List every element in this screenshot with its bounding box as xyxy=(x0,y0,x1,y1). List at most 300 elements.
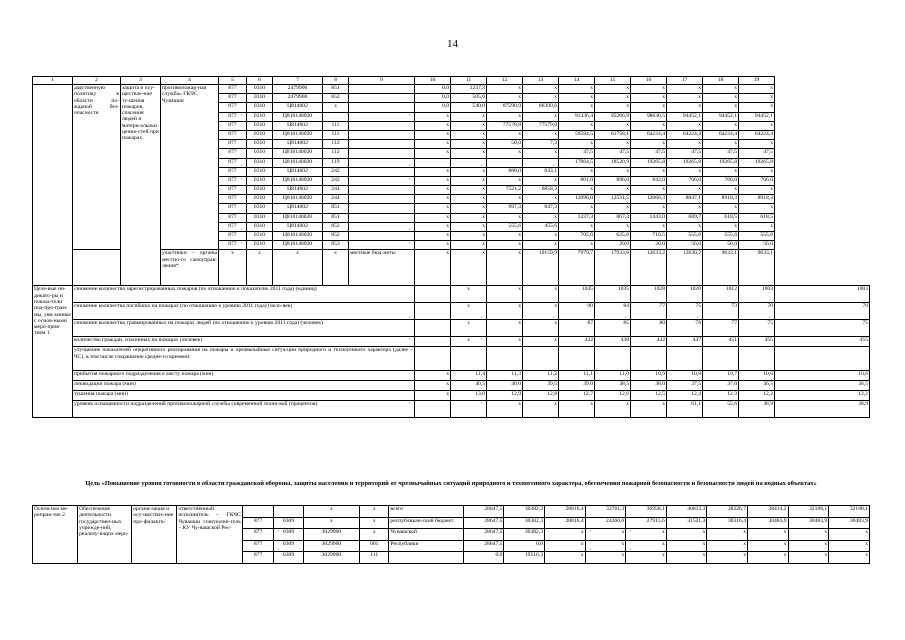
indicator-row xyxy=(33,371,870,381)
table-cell xyxy=(451,347,487,371)
table-cell: 77579,0 xyxy=(523,121,559,130)
table-cell: 77 xyxy=(703,320,739,337)
table-cell: x xyxy=(559,121,595,130)
table-cell xyxy=(559,347,595,371)
table-cell: 877 xyxy=(242,540,274,552)
table-cell: Ц810140020 xyxy=(273,213,323,222)
table-cell: 877 xyxy=(219,213,247,222)
table-cell: 0,0 xyxy=(415,103,451,112)
column-number: 6 xyxy=(247,77,273,85)
table-cell: x xyxy=(631,85,667,94)
table-cell: 30316,4 xyxy=(707,517,748,529)
table-cell: 59584,5 xyxy=(559,130,595,139)
table-cell: x xyxy=(829,552,870,564)
table-cell: 877 xyxy=(219,176,247,185)
table-cell xyxy=(487,158,523,167)
table-cell: x xyxy=(739,94,775,103)
table-cell: 0,0 xyxy=(415,85,451,94)
table-cell: x xyxy=(415,167,451,176)
cell-col2: Обеспечение деятельности государствен-ных учрежде-ний, реализу-ющих меро- xyxy=(78,506,132,564)
table-cell: Ц814002 xyxy=(273,121,323,130)
table-cell: 0310 xyxy=(247,195,273,204)
table-cell: x xyxy=(303,506,359,518)
table-cell: 1020 xyxy=(667,286,703,303)
table-cell: x xyxy=(415,250,451,286)
table-cell: 30483,9 xyxy=(748,517,789,529)
table-cell xyxy=(349,176,415,185)
table-cell: x xyxy=(739,186,775,195)
table-cell: x xyxy=(595,121,631,130)
table-cell: 244 xyxy=(323,186,349,195)
column-number: 19 xyxy=(739,77,775,85)
page-number: 14 xyxy=(447,38,458,50)
table-cell: 11,4 xyxy=(451,371,487,381)
table-cell: 851 xyxy=(323,85,349,94)
table-cell: x xyxy=(487,337,523,347)
table-cell: 0310 xyxy=(247,85,273,94)
table-cell: x xyxy=(631,121,667,130)
table-cell: 0310 xyxy=(247,176,273,185)
table-cell: 19265,8 xyxy=(667,158,703,167)
table-cell: x xyxy=(703,204,739,213)
table-cell: 111 xyxy=(360,552,389,564)
table-cell: x xyxy=(451,250,487,286)
table-cell: x xyxy=(360,529,389,541)
table-cell: x xyxy=(626,552,667,564)
table-cell: x xyxy=(703,167,739,176)
column-number: 10 xyxy=(415,77,451,85)
table-cell xyxy=(595,347,631,371)
table-cell: 47,5 xyxy=(703,149,739,158)
table-cell: x xyxy=(451,337,487,347)
table-cell: x xyxy=(703,85,739,94)
table-cell: x xyxy=(707,540,748,552)
table-cell: 877 xyxy=(219,167,247,176)
table-cell xyxy=(631,347,667,371)
table-cell: 11,0 xyxy=(595,371,631,381)
table-cell: x xyxy=(667,121,703,130)
table-cell: Ц810140020 xyxy=(273,158,323,167)
table-cell: 38,9 xyxy=(775,401,870,418)
table-cell: x xyxy=(451,140,487,149)
table-cell: 36,5 xyxy=(739,381,775,391)
table-cell: x xyxy=(487,286,523,303)
table-cell: x xyxy=(451,213,487,222)
table-cell: x xyxy=(523,149,559,158)
table-cell: 30382,3 xyxy=(504,517,545,529)
table-cell: Чувашской xyxy=(389,529,463,541)
table-cell: x xyxy=(595,167,631,176)
table-cell: 33761,3 xyxy=(585,506,626,518)
table-cell: 242 xyxy=(323,176,349,185)
table-cell: 643,1 xyxy=(523,167,559,176)
table-cell: 47,5 xyxy=(559,149,595,158)
column-number: 15 xyxy=(595,77,631,85)
table-cell: x xyxy=(703,121,739,130)
table-cell: x xyxy=(451,130,487,139)
table-cell: x xyxy=(666,552,707,564)
table-cell: 56,0 xyxy=(703,241,739,250)
table-cell: 86390,6 xyxy=(523,103,559,112)
participants-label: участники – органы местно-го самоуправ-ления* xyxy=(161,250,219,286)
table-cell xyxy=(451,401,487,418)
table-cell: 28647,5 xyxy=(463,540,504,552)
table-cell: 12,9 xyxy=(487,391,523,401)
table-cell: 64224,4 xyxy=(667,130,703,139)
table-cell: x xyxy=(631,204,667,213)
table-row xyxy=(33,506,870,518)
table-cell: 877 xyxy=(219,103,247,112)
table-cell: 40,5 xyxy=(451,381,487,391)
table-cell: x xyxy=(829,540,870,552)
table-cell: 84 xyxy=(595,303,631,320)
table-cell: 2479900 xyxy=(273,94,323,103)
table-cell: x xyxy=(748,552,789,564)
table-cell: 997,3 xyxy=(487,204,523,213)
table-cell: 12,8 xyxy=(523,391,559,401)
table-cell: 75 xyxy=(667,303,703,320)
table-cell: x xyxy=(667,204,703,213)
table-cell: 851 xyxy=(323,213,349,222)
table-cell: 689,7 xyxy=(667,213,703,222)
table-cell: 19265,8 xyxy=(739,158,775,167)
table-cell: x xyxy=(451,320,487,337)
table-cell: 877 xyxy=(219,130,247,139)
table-cell: 30483,9 xyxy=(829,517,870,529)
table-cell: 38,5 xyxy=(595,381,631,391)
table-cell: 852 xyxy=(323,222,349,231)
table-cell: Ц810140020 xyxy=(273,130,323,139)
table-cell: x xyxy=(487,94,523,103)
table-cell: 7979,7 xyxy=(559,250,595,286)
table-cell: 70 xyxy=(739,303,775,320)
table-cell: x xyxy=(739,140,775,149)
table-cell: x xyxy=(523,195,559,204)
table-cell: 30,0 xyxy=(631,241,667,250)
table-cell: x xyxy=(360,506,389,518)
table-cell: x xyxy=(559,85,595,94)
table-cell: 442 xyxy=(631,337,667,347)
table-cell: 455 xyxy=(775,337,870,347)
table-cell: x xyxy=(667,222,703,231)
table-cell: 30483,9 xyxy=(788,517,829,529)
table-cell: x xyxy=(415,213,451,222)
table-cell: x xyxy=(451,232,487,241)
table-cell: 8918,3 xyxy=(739,195,775,204)
table-cell: 432 xyxy=(559,337,595,347)
table-cell: x xyxy=(451,303,487,320)
table-cell: 242 xyxy=(323,167,349,176)
table-cell: x xyxy=(703,140,739,149)
table-cell: 705,6 xyxy=(559,232,595,241)
table-cell xyxy=(349,121,415,130)
column-number: 7 xyxy=(273,77,323,85)
table-cell: 11,2 xyxy=(523,371,559,381)
table-cell: 877 xyxy=(219,222,247,231)
table-cell: x xyxy=(545,552,586,564)
table-row xyxy=(33,85,870,94)
table-cell: x xyxy=(487,250,523,286)
table-cell: x xyxy=(523,241,559,250)
table-cell xyxy=(775,347,870,371)
table-cell: x xyxy=(739,222,775,231)
table-cell: 47,5 xyxy=(595,149,631,158)
table-cell: 0,0 xyxy=(463,552,504,564)
table-cell: Ц810140020 xyxy=(273,241,323,250)
table-cell: 19265,8 xyxy=(631,158,667,167)
table-cell: x xyxy=(739,167,775,176)
table-cell: x xyxy=(595,140,631,149)
table-cell: x xyxy=(523,303,559,320)
table-cell: 0,0 xyxy=(415,94,451,103)
table-cell: Ц814002 xyxy=(273,167,323,176)
indicator-row xyxy=(33,401,870,418)
table-cell: 3029900 xyxy=(303,552,359,564)
table-cell: 112 xyxy=(323,149,349,158)
table-cell: 877 xyxy=(242,552,274,564)
table-cell: 37,0 xyxy=(703,381,739,391)
table-cell: x xyxy=(415,130,451,139)
indicator-row xyxy=(33,337,870,347)
table-cell: 47,5 xyxy=(739,149,775,158)
column-number: 14 xyxy=(559,77,595,85)
table-cell: 12,6 xyxy=(595,391,631,401)
table-cell: 505,6 xyxy=(451,94,487,103)
indicator-row xyxy=(33,320,870,337)
table-cell: 0310 xyxy=(247,241,273,250)
table-cell: x xyxy=(545,540,586,552)
table-cell: 0310 xyxy=(247,204,273,213)
table-cell: 10,6 xyxy=(775,371,870,381)
table-cell: x xyxy=(788,529,829,541)
table-cell: 625,6 xyxy=(595,232,631,241)
table-cell xyxy=(349,241,415,250)
table-cell: 1443,0 xyxy=(631,213,667,222)
table-cell: 0310 xyxy=(247,130,273,139)
table-cell: 12,2 xyxy=(739,391,775,401)
table-cell: 1237,3 xyxy=(451,85,487,94)
table-cell: 17933,8 xyxy=(595,250,631,286)
table-cell: x xyxy=(739,204,775,213)
table-cell: 77578,8 xyxy=(487,121,523,130)
table-cell: 851 xyxy=(323,204,349,213)
table-cell: x xyxy=(219,250,247,286)
indicator-text: снижение количества зарегистрированных пожаров (по отношению к показателю 2011 года) (единиц) xyxy=(73,286,415,303)
table-cell: x xyxy=(415,232,451,241)
table-cell: x xyxy=(667,140,703,149)
table-cell: x xyxy=(487,303,523,320)
table-cell: x xyxy=(595,204,631,213)
table-cell: 38226,7 xyxy=(707,506,748,518)
indicator-text: ликвидации пожара (мин) xyxy=(73,381,415,391)
table-cell: 8918,3 xyxy=(703,195,739,204)
goal-heading: Цель «Повышение уровня готовности в области гражданской обороны, защиты населения и территорий от чрезвычайных ситуаций природного и техногенного характера, обеспечения пожарной безопасности и безопасности людей на водных объектах» xyxy=(85,480,817,487)
table-cell xyxy=(523,347,559,371)
table-cell: x xyxy=(631,103,667,112)
table-cell: Ц810140020 xyxy=(273,195,323,204)
column-number: 13 xyxy=(523,77,559,85)
table-cell: 87590,9 xyxy=(487,103,523,112)
table-cell: 0310 xyxy=(247,140,273,149)
table-cell: 94452,1 xyxy=(703,112,739,121)
table-cell xyxy=(667,347,703,371)
table-cell: x xyxy=(451,121,487,130)
indicator-text: снижение количества погибших на пожарах (по отношению к уровню 2011 года) (чело-век) xyxy=(73,303,415,320)
column-number: 16 xyxy=(631,77,667,85)
indicator-text: снижение количества травмированных на пожарах людей (по отношению к уровню 2011 года) (человек) xyxy=(73,320,415,337)
table-cell: x xyxy=(739,121,775,130)
table-cell: x xyxy=(559,167,595,176)
table-cell: 0309 xyxy=(274,552,303,564)
table-cell: x xyxy=(523,232,559,241)
table-cell: 36958,1 xyxy=(626,506,667,518)
table-cell: 94452,1 xyxy=(739,112,775,121)
table-cell: x xyxy=(415,149,451,158)
indicator-row xyxy=(33,347,870,371)
table-cell: x xyxy=(523,176,559,185)
table-cell xyxy=(349,232,415,241)
table-cell: 40,0 xyxy=(487,381,523,391)
table-cell: 12,3 xyxy=(703,391,739,401)
column-number: 4 xyxy=(161,77,219,85)
table-cell: 94452,1 xyxy=(667,112,703,121)
indicator-text: тушения пожара (мин) xyxy=(73,391,415,401)
indicator-row xyxy=(33,303,870,320)
table-cell xyxy=(349,204,415,213)
table-cell: 555,6 xyxy=(487,222,523,231)
table-cell: x xyxy=(247,250,273,286)
table-cell: Ц810140020 xyxy=(273,176,323,185)
table-cell: 119 xyxy=(323,158,349,167)
table-cell: 555,6 xyxy=(667,232,703,241)
table-cell: 847,3 xyxy=(523,204,559,213)
table-cell xyxy=(415,303,451,320)
table-cell: x xyxy=(415,241,451,250)
table-cell: 1237,3 xyxy=(559,213,595,222)
table-cell: 98630,5 xyxy=(631,112,667,121)
table-cell: x xyxy=(415,121,451,130)
table-cell: 111 xyxy=(323,130,349,139)
column-number: 2 xyxy=(73,77,121,85)
table-cell: x xyxy=(523,286,559,303)
table-cell: 0,0 xyxy=(504,540,545,552)
column-number: 17 xyxy=(667,77,703,85)
table-cell: 11096,0 xyxy=(559,195,595,204)
indicator-text: уровень оснащенности подразделений противопожарной службы современной техни-кой (процентов) xyxy=(73,401,415,418)
table-cell: x xyxy=(487,232,523,241)
table-cell: x xyxy=(667,94,703,103)
table-cell xyxy=(415,158,451,167)
table-cell: 27915,6 xyxy=(626,517,667,529)
table-cell xyxy=(349,149,415,158)
table-cell: x xyxy=(451,167,487,176)
table-cell: 56,0 xyxy=(667,241,703,250)
table-cell: x xyxy=(559,140,595,149)
table-cell: 70 xyxy=(775,303,870,320)
table-cell: 30382,3 xyxy=(504,506,545,518)
cell-col2: дарственную политику в области по-жарной без-опасности xyxy=(73,85,121,250)
table-cell xyxy=(415,320,451,337)
table-cell: Ц814002 xyxy=(273,140,323,149)
table-cell: x xyxy=(451,176,487,185)
table-cell: x xyxy=(523,130,559,139)
table-cell: x xyxy=(415,381,451,391)
table-cell: 0310 xyxy=(247,149,273,158)
table-cell: 766,0 xyxy=(739,176,775,185)
table-cell: 47,5 xyxy=(667,149,703,158)
table-cell: x xyxy=(415,140,451,149)
cell-col2-empty xyxy=(73,250,121,286)
table-cell: x xyxy=(703,222,739,231)
table-cell: 55,6 xyxy=(703,401,739,418)
table-cell: 28647,5 xyxy=(463,529,504,541)
table-cell: x xyxy=(585,552,626,564)
table-cell: 10,6 xyxy=(739,371,775,381)
table-cell xyxy=(487,347,523,371)
budget-table-bottom xyxy=(32,505,870,564)
table-cell: 877 xyxy=(219,232,247,241)
table-cell: x xyxy=(523,85,559,94)
table-cell: x xyxy=(707,529,748,541)
table-cell: 91336,4 xyxy=(559,112,595,121)
table-cell: 10159,9 xyxy=(523,250,559,286)
table-cell: x xyxy=(631,140,667,149)
table-cell: 64224,4 xyxy=(739,130,775,139)
table-cell: 75 xyxy=(775,320,870,337)
indicators-label: Целе-вые ин-дикато-ры и показа-тели под-про-грам-мы, увя-занные с основ-ными меро-прия-тием 1 xyxy=(33,286,73,418)
table-cell: x xyxy=(415,204,451,213)
table-cell: Ц810140020 xyxy=(273,112,323,121)
table-cell: x xyxy=(451,222,487,231)
table-cell: 11,1 xyxy=(559,371,595,381)
table-cell xyxy=(349,112,415,121)
table-cell: 438 xyxy=(595,337,631,347)
table-cell: 618,5 xyxy=(703,213,739,222)
table-cell: 540,0 xyxy=(451,103,487,112)
column-number: 18 xyxy=(703,77,739,85)
cell-col4: противопожар-ная служба» ГКЧС Чувашии xyxy=(161,85,219,250)
table-cell: 710,5 xyxy=(631,232,667,241)
table-cell: 87 xyxy=(559,320,595,337)
table-cell: x xyxy=(415,186,451,195)
table-cell: 896,0 xyxy=(595,176,631,185)
table-cell: 32188,1 xyxy=(788,506,829,518)
table-cell xyxy=(274,506,303,518)
table-cell xyxy=(739,347,775,371)
table-cell: Ц810140020 xyxy=(273,232,323,241)
table-cell: 877 xyxy=(219,204,247,213)
table-cell: 766,0 xyxy=(703,176,739,185)
table-cell: 73 xyxy=(703,303,739,320)
table-cell xyxy=(349,195,415,204)
table-cell: 95266,9 xyxy=(595,112,631,121)
table-cell: x xyxy=(487,85,523,94)
table-cell: x xyxy=(595,401,631,418)
table-cell: 766,0 xyxy=(667,176,703,185)
column-number-row xyxy=(33,77,870,85)
table-cell: Ц810140020 xyxy=(273,149,323,158)
table-cell: x xyxy=(626,540,667,552)
table-cell: 0310 xyxy=(247,121,273,130)
table-cell: x xyxy=(667,186,703,195)
table-cell: 3029900 xyxy=(303,529,359,541)
table-cell: x xyxy=(707,552,748,564)
table-cell: x xyxy=(595,222,631,231)
indicator-text: улучшение показателей оперативного реагирования на пожары и чрезвычайные ситуа-ции природного и техногенного характера (далее – ЧС), в том числе сокращение средне-го времени: xyxy=(73,347,415,371)
table-cell: 64224,4 xyxy=(631,130,667,139)
table-cell: 30382,3 xyxy=(504,529,545,541)
table-cell: x xyxy=(788,540,829,552)
